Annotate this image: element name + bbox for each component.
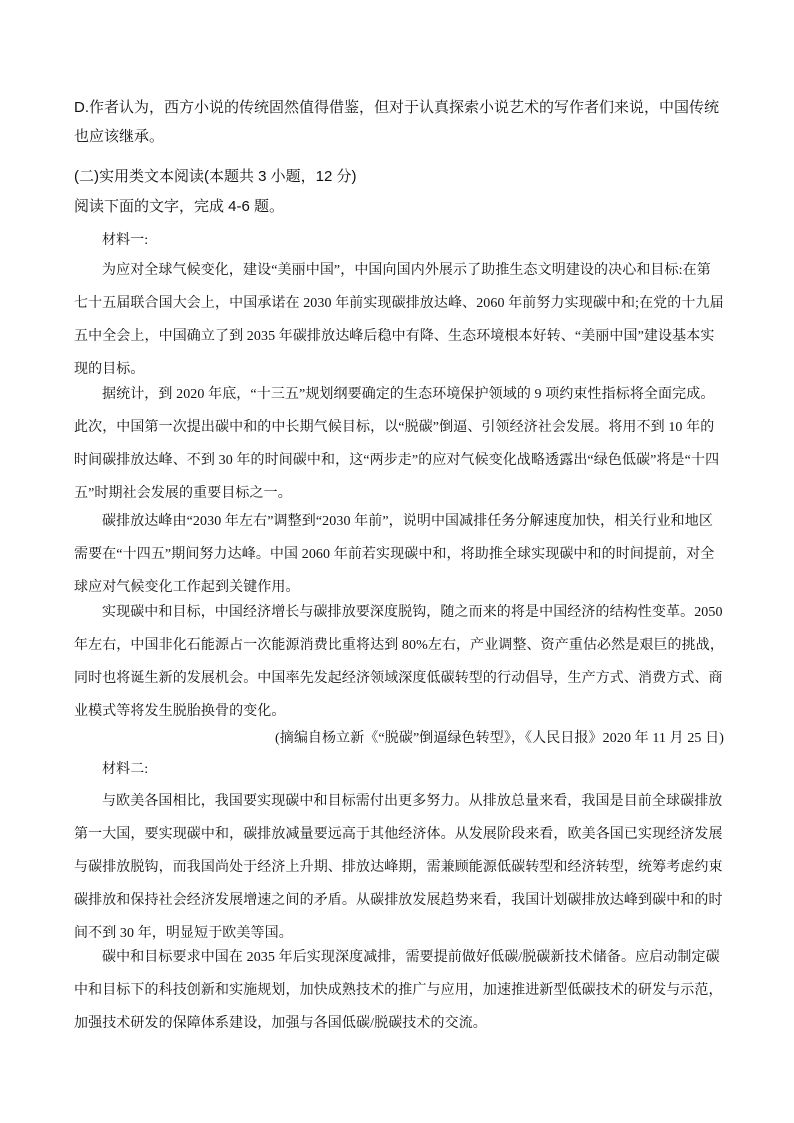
material-one-paragraph-4: 实现碳中和目标，中国经济增长与碳排放要深度脱钩，随之而来的将是中国经济的结构性变革。2050 年左右，中国非化石能源占一次能源消费比重将达到 80%左右，产业调整、资产重估必然是艰巨的挑战，同时也将诞生新的发展机会。中国率先发起经济领域深度低碳转型的行动倡导，生产方式、消费方式、商业模式等将发生脱胎换骨的变化。 — [74, 605, 727, 720]
material-one-source: (摘编自杨立新《“脱碳”倒逼绿色转型》，《人民日报》2020 年 11 月 25 日) — [274, 731, 724, 746]
material-two-label: 材料二: — [102, 762, 149, 777]
material-two-paragraph-1: 与欧美各国相比，我国要实现碳中和目标需付出更多努力。从排放总量来看，我国是目前全球碳排放第一大国，要实现碳中和，碳排放减量要远高于其他经济体。从发展阶段来看，欧美各国已实现经济发展与碳排放脱钩，而我国尚处于经济上升期、排放达峰期，需兼顾能源低碳转型和经济转型，统筹考虑约束碳排放和保持社会经济发展增速之间的矛盾。从碳排放发展趋势来看，我国计划碳排放达峰到碳中和的时间不到 30 年，明显短于欧美等国。 — [74, 794, 723, 942]
material-one-paragraph-1: 为应对全球气候变化，建设“美丽中国”，中国向国内外展示了助推生态文明建设的决心和目标:在第七十五届联合国大会上，中国承诺在 2030 年前实现碳排放达峰、2060 年前努力实现碳中和;在党的十九届五中全会上，中国确立了到 2035 年碳排放达峰后稳中有降、生态环境根本好转、“美丽中国”建设基本实现的目标。 — [74, 263, 724, 378]
section-heading: (二)实用类文本阅读(本题共 3 小题，12 分) — [74, 168, 357, 185]
material-one-paragraph-2: 据统计，到 2020 年底，“十三五”规划纲要确定的生态环境保护领域的 9 项约束性指标将全面完成。此次，中国第一次提出碳中和的中长期气候目标，以“脱碳”倒逼、引领经济社会发展。将用不到 10 年的时间碳排放达峰、不到 30 年的时间碳中和，这“两步走”的应对气候变化战略透露出“绿色低碳”将是“十四五”时期社会发展的重要目标之一。 — [74, 387, 720, 502]
answer-option-d: D.作者认为，西方小说的传统固然值得借鉴，但对于认真探索小说艺术的写作者们来说，中国传统也应该继承。 — [74, 99, 720, 145]
reading-instruction: 阅读下面的文字，完成 4-6 题。 — [74, 198, 285, 215]
material-one-paragraph-3: 碳排放达峰由“2030 年左右”调整到“2030 年前”，说明中国减排任务分解速度加快，相关行业和地区需要在“十四五”期间努力达峰。中国 2060 年前若实现碳中和，将助推全球实现碳中和的时间提前，对全球应对气候变化工作起到关键作用。 — [74, 514, 715, 596]
material-two-paragraph-2: 碳中和目标要求中国在 2035 年后实现深度减排，需要提前做好低碳/脱碳新技术储备。应启动制定碳中和目标下的科技创新和实施规划，加快成熟技术的推广与应用，加速推进新型低碳技术的研发与示范，加强技术研发的保障体系建设，加强与各国低碳/脱碳技术的交流。 — [74, 950, 723, 1032]
material-one-label: 材料一: — [102, 233, 149, 248]
